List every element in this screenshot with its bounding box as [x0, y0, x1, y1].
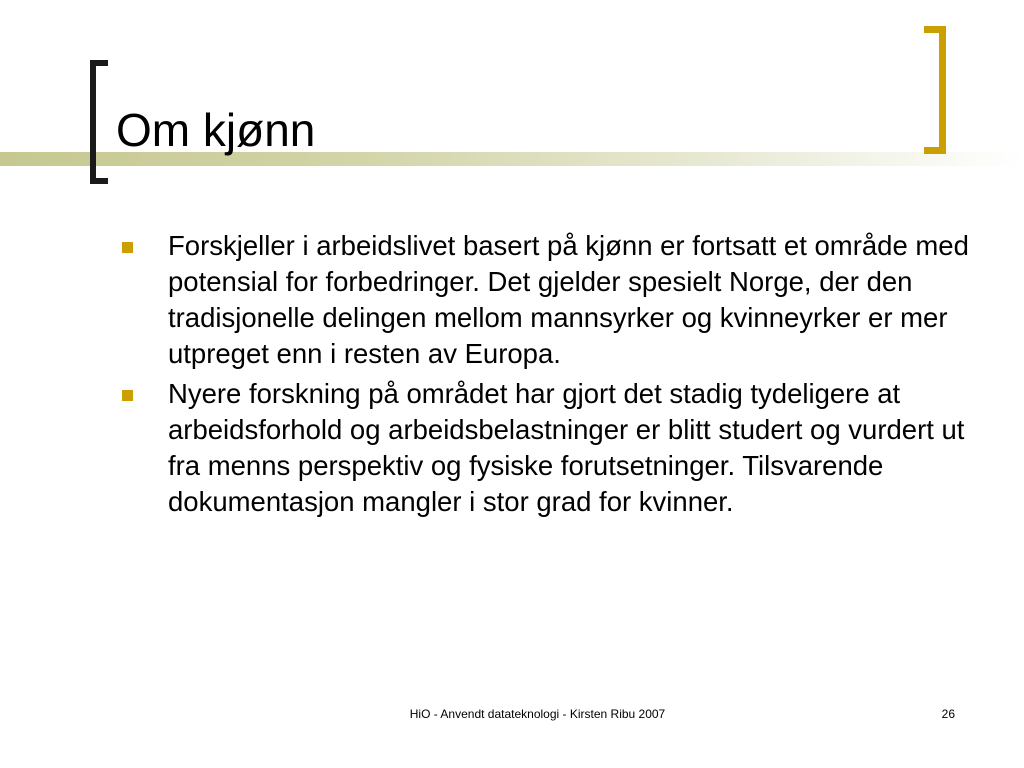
bullet-item [118, 228, 978, 372]
slide-title: Om kjønn [116, 104, 316, 156]
right-bracket-decoration [924, 26, 946, 154]
square-bullet-icon [122, 390, 133, 401]
bullet-list [118, 228, 978, 524]
bullet-text: Nyere forskning på området har gjort det stadig tydeligere at arbeidsforhold og arbeidsbelastninger er blitt studert og vurdert ut fra menns perspektiv og fysiske forutsetninger. Tilsvarende dokumentasjon mangler i stor grad for kvinner. [168, 378, 965, 517]
left-bracket-decoration [90, 60, 108, 184]
square-bullet-icon [122, 242, 133, 253]
page-number: 26 [941, 707, 955, 721]
bullet-item [118, 376, 978, 520]
footer-text: HiO - Anvendt datateknologi - Kirsten Ribu 2007 [409, 707, 666, 721]
bullet-text: Forskjeller i arbeidslivet basert på kjønn er fortsatt et område med potensial for forbedringer. Det gjelder spesielt Norge, der den tradisjonelle delingen mellom mannsyrker og kvinneyrker er mer utpreget enn i resten av Europa. [168, 230, 969, 369]
